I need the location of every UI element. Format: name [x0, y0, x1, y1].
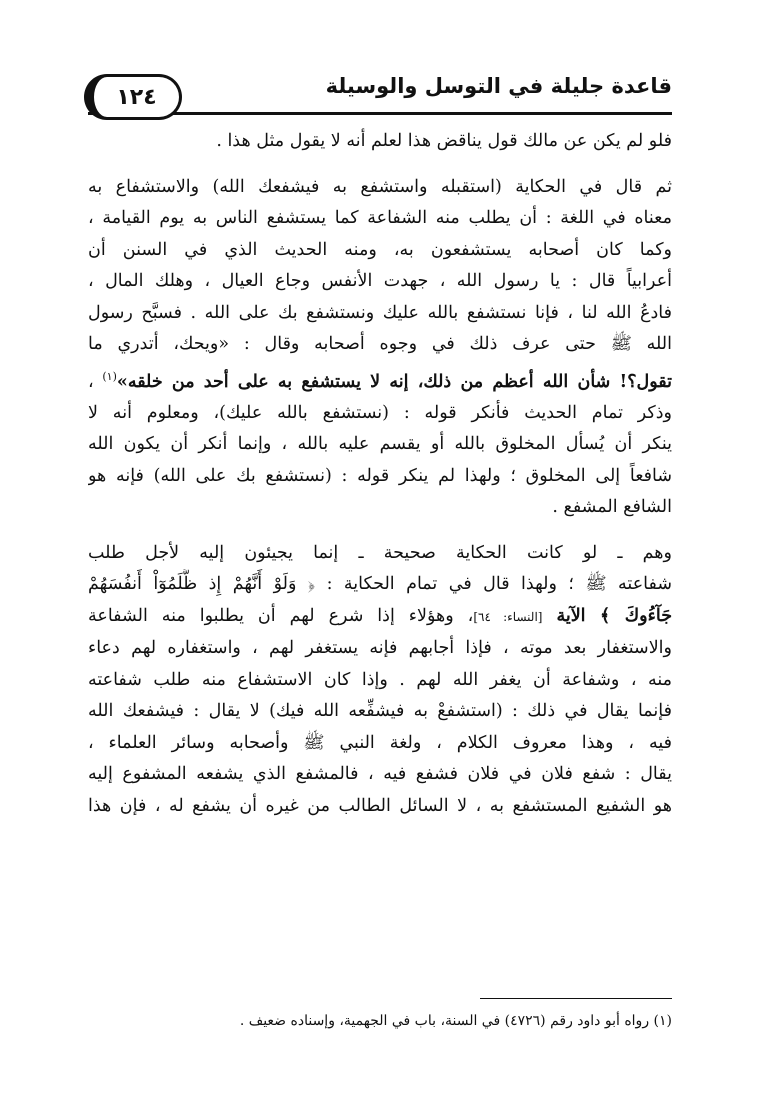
footnote: (١) رواه أبو داود رقم (٤٧٢٦) في السنة، باب في الجهمية، وإسناده ضعيف .	[239, 1013, 672, 1029]
text-line: ثم قال في الحكاية (استقبله واستشفع به فيشفعك الله) والاستشفاع به	[88, 176, 672, 197]
text-line: والاستغفار بعد موته ، فإذا أجابهم فإنه يستغفر لهم ، واستغفاره لهم دعاء	[88, 638, 672, 659]
main-text	[88, 126, 672, 822]
header-title: قاعدة جليلة في التوسل والوسيلة	[325, 74, 672, 98]
text-line: وذكر تمام الحديث فأنكر قوله : (نستشفع بالله عليك)، ومعلوم أنه لا	[88, 402, 672, 423]
text-line: فإنما يقال في ذلك : (استشفعْ به فيشفِّعه الله فيك) لا يقال : فيشفعك الله	[88, 701, 672, 722]
text-line: ينكر أن يُسأل المخلوق بالله أو يقسم عليه بالله ، وإنما أنكر أن يكون الله	[88, 434, 672, 455]
text-line: منه ، وشفاعة أن يغفر الله لهم . وإذا كان الاستشفاع منه طلب شفاعته	[88, 669, 672, 690]
text-line: الله ﷺ حتى عرف ذلك في وجوه أصحابه وقال : «ويحك، أتدري ما	[88, 334, 672, 354]
text-line: وهم ـ لو كانت الحكاية صحيحة ـ إنما يجيئون إليه لأجل طلب	[88, 542, 672, 563]
text-line: هو الشفيع المستشفع به ، لا السائل الطالب من غيره أن يشفع له ، فإن هذا	[88, 795, 672, 816]
text-line: شفاعته ﷺ ؛ ولهذا قال في تمام الحكاية : ﴿ وَلَوْ أَنَّهُمْ إِذ ظَّلَمُوٓاْ أَنفُسَهُمْ	[88, 574, 672, 595]
paragraph-3	[88, 538, 672, 823]
text-line: معناه في اللغة : أن يطلب منه الشفاعة كما يستشفع الناس به يوم القيامة ،	[88, 208, 672, 228]
footnote-ref: (١)	[102, 369, 117, 383]
paragraph-2	[88, 172, 672, 524]
quran-reference: [النساء: ٦٤]	[473, 609, 543, 624]
comma: ،	[88, 371, 94, 392]
page-number-badge: ١٢٤	[84, 74, 182, 120]
text-line-quran	[88, 601, 672, 634]
text-line: شافعاً إلى المخلوق ؛ ولهذا لم ينكر قوله : (نستشفع بك على الله) فإنه هو	[88, 465, 672, 486]
text-line-bold	[88, 361, 672, 398]
text-segment: ، وهؤلاء إذا شرع لهم أن يطلبوا منه الشفاعة	[88, 605, 474, 626]
hadith-quote: تقول؟! شأن الله أعظم من ذلك، إنه لا يستشفع به على أحد من خلقه»	[116, 371, 672, 392]
paragraph-1	[88, 126, 672, 158]
quran-verse: جَآءُوكَ ﴾ الآية	[556, 605, 672, 626]
footnote-separator	[480, 998, 672, 999]
text-line: فادعُ الله لنا ، فإنا نستشفع بالله عليك ونستشفع بك على الله . فسبَّح رسول	[88, 302, 672, 323]
text-line: يقال : شفع فلان في فلان فشفع فيه ، فالمشفع الذي يشفعه المشفوع إليه	[88, 764, 672, 785]
text-line: أعرابياً قال : يا رسول الله ، جهدت الأنفس وجاع العيال ، وهلك المال ،	[88, 271, 672, 291]
text-line: فيه ، وهذا معروف الكلام ، ولغة النبي ﷺ وأصحابه وسائر العلماء ،	[88, 732, 672, 753]
text-line: وكما كان أصحابه يستشفعون به، ومنه الحديث الذي في السنن أن	[88, 239, 672, 260]
text-line: الشافع المشفع .	[552, 497, 672, 518]
text-line: فلو لم يكن عن مالك قول يناقض هذا لعلم أنه لا يقول مثل هذا .	[216, 131, 672, 151]
